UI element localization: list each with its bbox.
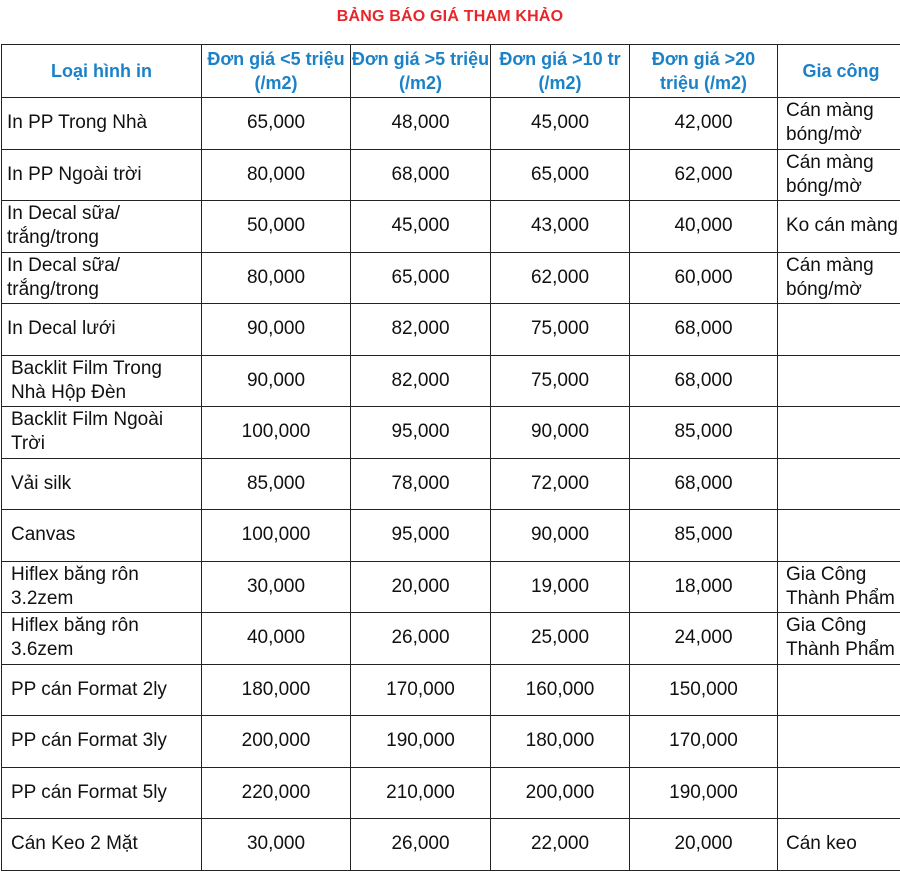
price-over-20m-cell: 20,000 bbox=[630, 819, 778, 871]
price-under-5m-cell: 80,000 bbox=[202, 149, 351, 201]
price-under-5m-cell: 65,000 bbox=[202, 98, 351, 150]
service-name-cell: PP cán Format 3ly bbox=[2, 716, 202, 768]
price-over-20m-cell: 150,000 bbox=[630, 664, 778, 716]
price-over-20m-cell: 68,000 bbox=[630, 458, 778, 510]
price-over-10m-cell: 75,000 bbox=[491, 355, 630, 407]
price-over-5m-cell: 78,000 bbox=[351, 458, 491, 510]
table-row bbox=[2, 510, 900, 562]
table-row bbox=[2, 767, 900, 819]
finishing-cell bbox=[778, 767, 900, 819]
table-row bbox=[2, 561, 900, 613]
price-under-5m-cell: 100,000 bbox=[202, 510, 351, 562]
price-under-5m-cell: 30,000 bbox=[202, 819, 351, 871]
price-over-5m-cell: 26,000 bbox=[351, 613, 491, 665]
price-over-5m-cell: 95,000 bbox=[351, 510, 491, 562]
finishing-cell bbox=[778, 355, 900, 407]
finishing-cell: Gia Công Thành Phẩm bbox=[778, 561, 900, 613]
price-under-5m-cell: 50,000 bbox=[202, 201, 351, 253]
table-row bbox=[2, 201, 900, 253]
table-row bbox=[2, 716, 900, 768]
table-body bbox=[2, 98, 900, 871]
price-over-5m-cell: 26,000 bbox=[351, 819, 491, 871]
price-over-5m-cell: 20,000 bbox=[351, 561, 491, 613]
price-under-5m-cell: 80,000 bbox=[202, 252, 351, 304]
price-over-20m-cell: 170,000 bbox=[630, 716, 778, 768]
price-over-10m-cell: 22,000 bbox=[491, 819, 630, 871]
table-row bbox=[2, 458, 900, 510]
finishing-cell: Ko cán màng bbox=[778, 201, 900, 253]
price-over-10m-cell: 75,000 bbox=[491, 304, 630, 356]
service-name-cell: Cán Keo 2 Mặt bbox=[2, 819, 202, 871]
service-name-cell: Backlit Film Ngoài Trời bbox=[2, 407, 202, 459]
price-over-20m-cell: 40,000 bbox=[630, 201, 778, 253]
table-row bbox=[2, 304, 900, 356]
price-over-10m-cell: 65,000 bbox=[491, 149, 630, 201]
price-over-20m-cell: 60,000 bbox=[630, 252, 778, 304]
service-name-cell: In Decal sữa/ trắng/trong bbox=[2, 201, 202, 253]
price-over-20m-cell: 190,000 bbox=[630, 767, 778, 819]
finishing-cell bbox=[778, 716, 900, 768]
price-under-5m-cell: 200,000 bbox=[202, 716, 351, 768]
table-row bbox=[2, 252, 900, 304]
price-over-20m-cell: 42,000 bbox=[630, 98, 778, 150]
service-name-cell: In PP Ngoài trời bbox=[2, 149, 202, 201]
table-row bbox=[2, 819, 900, 871]
price-over-20m-cell: 62,000 bbox=[630, 149, 778, 201]
header-price-under-5m: Đơn giá <5 triệu (/m2) bbox=[202, 45, 351, 98]
finishing-cell: Gia Công Thành Phẩm bbox=[778, 613, 900, 665]
price-over-5m-cell: 95,000 bbox=[351, 407, 491, 459]
price-over-20m-cell: 68,000 bbox=[630, 355, 778, 407]
page-title: BẢNG BÁO GIÁ THAM KHẢO bbox=[336, 8, 564, 25]
header-service-type: Loại hình in bbox=[2, 45, 202, 98]
price-over-5m-cell: 48,000 bbox=[351, 98, 491, 150]
price-over-10m-cell: 90,000 bbox=[491, 510, 630, 562]
service-name-cell: Vải silk bbox=[2, 458, 202, 510]
price-under-5m-cell: 85,000 bbox=[202, 458, 351, 510]
price-over-10m-cell: 25,000 bbox=[491, 613, 630, 665]
finishing-cell: Cán màng bóng/mờ bbox=[778, 252, 900, 304]
price-over-20m-cell: 24,000 bbox=[630, 613, 778, 665]
price-over-5m-cell: 82,000 bbox=[351, 355, 491, 407]
price-over-5m-cell: 45,000 bbox=[351, 201, 491, 253]
service-name-cell: Backlit Film Trong Nhà Hộp Đèn bbox=[2, 355, 202, 407]
service-name-cell: In Decal sữa/ trắng/trong bbox=[2, 252, 202, 304]
price-over-10m-cell: 160,000 bbox=[491, 664, 630, 716]
price-under-5m-cell: 220,000 bbox=[202, 767, 351, 819]
price-under-5m-cell: 40,000 bbox=[202, 613, 351, 665]
service-name-cell: PP cán Format 5ly bbox=[2, 767, 202, 819]
finishing-cell: Cán màng bóng/mờ bbox=[778, 98, 900, 150]
header-price-over-20m: Đơn giá >20 triệu (/m2) bbox=[630, 45, 778, 98]
price-under-5m-cell: 30,000 bbox=[202, 561, 351, 613]
finishing-cell bbox=[778, 458, 900, 510]
price-over-10m-cell: 43,000 bbox=[491, 201, 630, 253]
price-over-10m-cell: 62,000 bbox=[491, 252, 630, 304]
finishing-cell bbox=[778, 664, 900, 716]
price-over-10m-cell: 200,000 bbox=[491, 767, 630, 819]
price-over-5m-cell: 65,000 bbox=[351, 252, 491, 304]
price-over-10m-cell: 72,000 bbox=[491, 458, 630, 510]
header-finishing: Gia công bbox=[778, 45, 900, 98]
service-name-cell: Hiflex băng rôn 3.6zem bbox=[2, 613, 202, 665]
price-over-20m-cell: 68,000 bbox=[630, 304, 778, 356]
finishing-cell bbox=[778, 304, 900, 356]
service-name-cell: In Decal lưới bbox=[2, 304, 202, 356]
finishing-cell bbox=[778, 510, 900, 562]
header-price-over-5m: Đơn giá >5 triệu (/m2) bbox=[351, 45, 491, 98]
table-row bbox=[2, 355, 900, 407]
price-over-5m-cell: 68,000 bbox=[351, 149, 491, 201]
price-over-20m-cell: 18,000 bbox=[630, 561, 778, 613]
price-table bbox=[1, 44, 900, 871]
price-over-5m-cell: 170,000 bbox=[351, 664, 491, 716]
table-header-row bbox=[2, 45, 900, 98]
price-under-5m-cell: 90,000 bbox=[202, 304, 351, 356]
price-over-5m-cell: 210,000 bbox=[351, 767, 491, 819]
service-name-cell: PP cán Format 2ly bbox=[2, 664, 202, 716]
price-over-20m-cell: 85,000 bbox=[630, 510, 778, 562]
table-row bbox=[2, 664, 900, 716]
price-under-5m-cell: 100,000 bbox=[202, 407, 351, 459]
service-name-cell: Hiflex băng rôn 3.2zem bbox=[2, 561, 202, 613]
finishing-cell bbox=[778, 407, 900, 459]
price-under-5m-cell: 90,000 bbox=[202, 355, 351, 407]
price-over-5m-cell: 190,000 bbox=[351, 716, 491, 768]
price-over-5m-cell: 82,000 bbox=[351, 304, 491, 356]
price-under-5m-cell: 180,000 bbox=[202, 664, 351, 716]
service-name-cell: In PP Trong Nhà bbox=[2, 98, 202, 150]
table-row bbox=[2, 613, 900, 665]
price-over-10m-cell: 45,000 bbox=[491, 98, 630, 150]
price-over-20m-cell: 85,000 bbox=[630, 407, 778, 459]
table-row bbox=[2, 149, 900, 201]
table-row bbox=[2, 407, 900, 459]
table-row bbox=[2, 98, 900, 150]
finishing-cell: Cán màng bóng/mờ bbox=[778, 149, 900, 201]
service-name-cell: Canvas bbox=[2, 510, 202, 562]
header-price-over-10m: Đơn giá >10 tr (/m2) bbox=[491, 45, 630, 98]
price-over-10m-cell: 19,000 bbox=[491, 561, 630, 613]
finishing-cell: Cán keo bbox=[778, 819, 900, 871]
price-over-10m-cell: 180,000 bbox=[491, 716, 630, 768]
price-over-10m-cell: 90,000 bbox=[491, 407, 630, 459]
